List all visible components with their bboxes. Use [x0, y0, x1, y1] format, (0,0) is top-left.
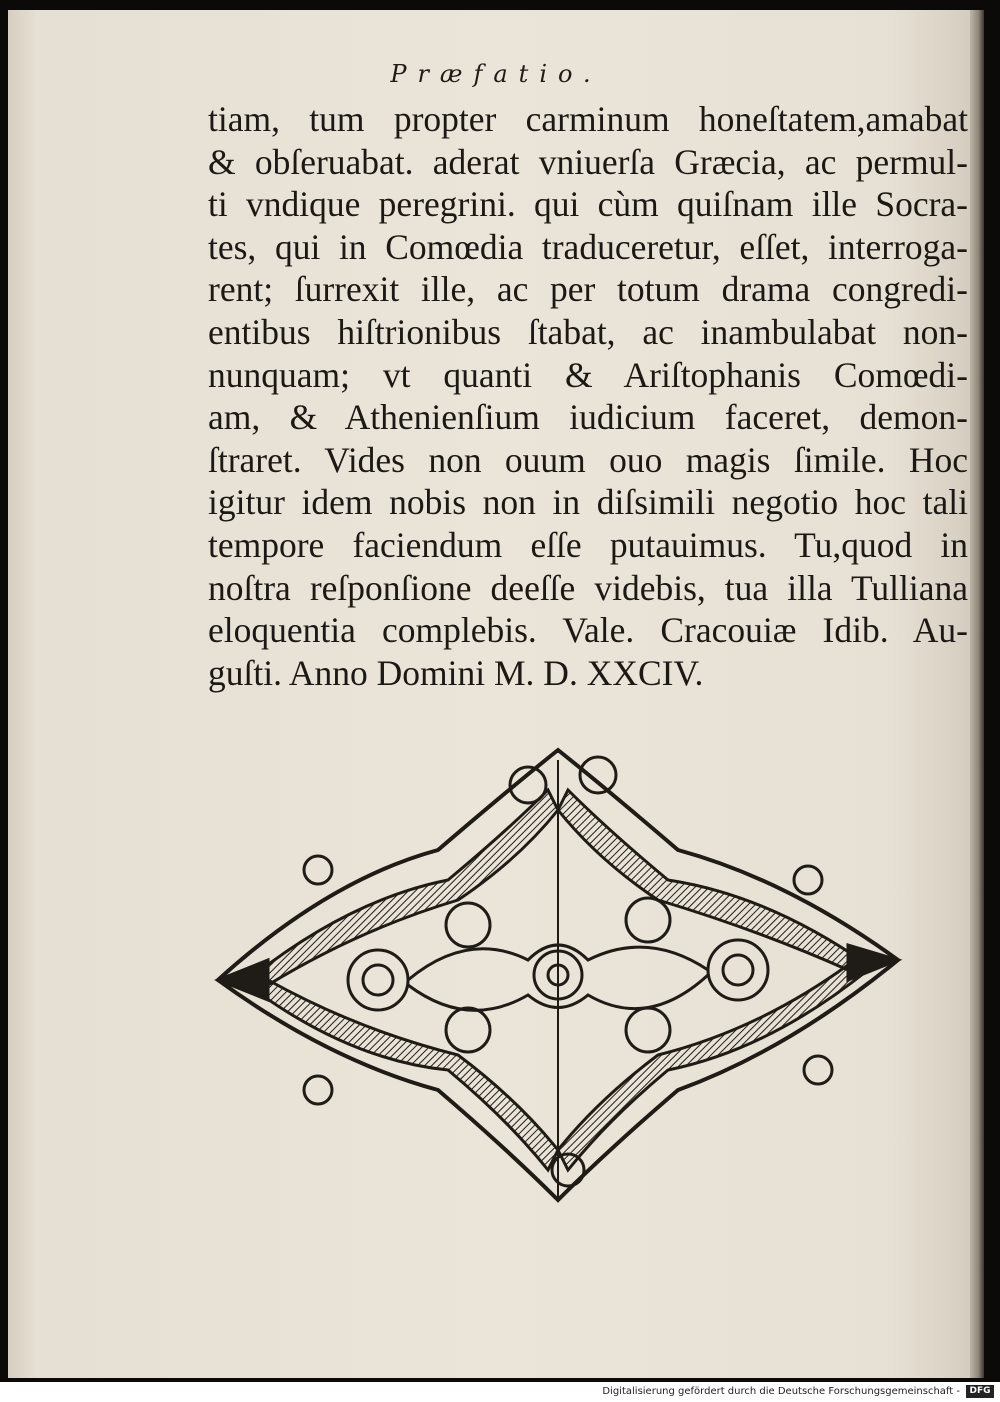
text-line: entibus hiſtrionibus ſtabat, ac inambulabat non- [208, 311, 968, 352]
page-edge [970, 10, 984, 1378]
book-page [8, 10, 984, 1378]
woodcut-ornament-icon [208, 730, 908, 1210]
footer-bar [0, 1382, 1000, 1402]
text-line: eloquentia complebis. Vale. Cracouiæ Idib. Au- [208, 610, 968, 651]
text-line: ſtraret. Vides non ouum ouo magis ſimile. Hoc [208, 439, 968, 480]
text-line: am, & Athenienſium iudicium faceret, demon- [208, 397, 968, 438]
text-line: noſtra reſponſione deeſſe videbis, tua illa Tulliana [208, 567, 968, 608]
funding-note: Digitalisierung gefördert durch die Deutsche Forschungsgemeinschaft - [602, 1386, 960, 1397]
dfg-logo: DFG [966, 1385, 994, 1398]
text-line: ti vndique peregrini. qui cùm quiſnam ille Socra- [208, 184, 968, 225]
text-line: tes, qui in Comœdia traduceretur, eſſet, interroga- [208, 226, 968, 267]
text-line: nunquam; vt quanti & Ariſtophanis Comœdi- [208, 354, 968, 395]
text-line: guſti. Anno Domini M. D. XXCIV. [208, 652, 704, 693]
text-line: rent; ſurrexit ille, ac per totum drama congredi- [208, 269, 968, 310]
body-text [208, 98, 968, 694]
text-line: igitur idem nobis non in diſsimili negotio hoc tali [208, 482, 968, 523]
text-line: tempore faciendum eſſe putauimus. Tu,quod in [208, 524, 968, 565]
text-line: tiam, tum propter carminum honeſtatem,amabat [208, 99, 968, 139]
text-line: & obſeruabat. aderat vniuerſa Græcia, ac permul- [208, 141, 968, 182]
running-header: Præfatio. [390, 60, 602, 88]
